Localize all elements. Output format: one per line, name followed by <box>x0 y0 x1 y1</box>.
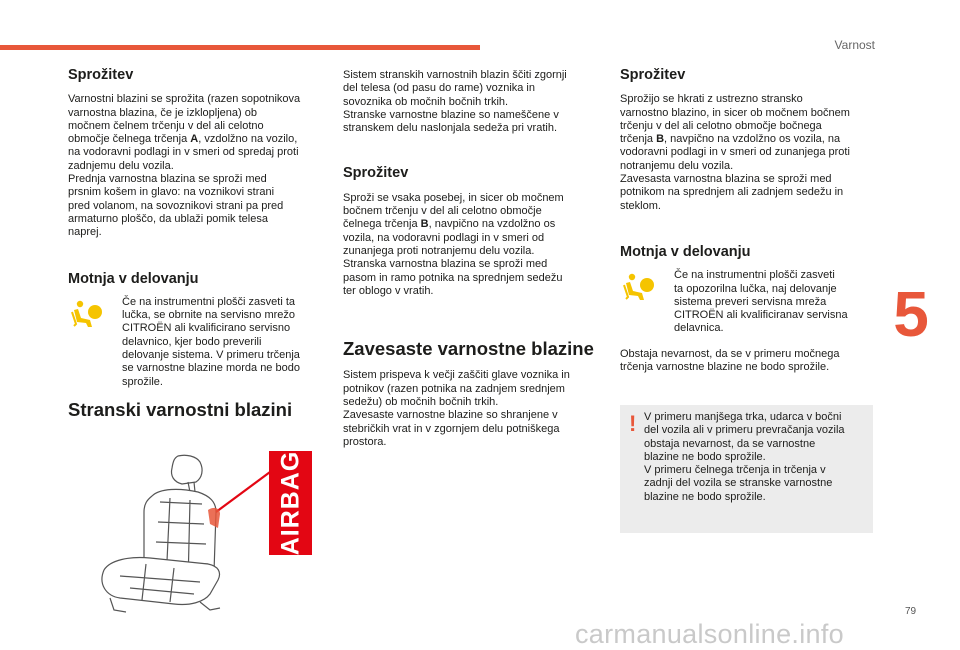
column-3 <box>620 69 880 374</box>
airbag-pointer-line <box>216 472 270 512</box>
paragraph-risk: Obstaja nevarnost, da se v primeru močnega trčenja varnostne blazine ne bodo sprožile. <box>620 347 840 374</box>
paragraph-front-airbags: Varnostni blazini se sprožita (razen sopotnikova varnostna blazina, če je izklopljena) ob močnem čelnem trčenju v del ali celotno območje čelnega trčenja A, vzdolžno na vozilo, na vodoravni podlagi in v smeri od spredaj proti zadnjemu delu vozila. Prednja varnostna blazina se sproži med prsnim košem in glavo: na voznikovi strani pred volanom, na sovoznikovi strani pa pred armaturno ploščo, da ublaži pomik telesa naprej. <box>68 93 301 239</box>
column-1 <box>68 67 333 420</box>
heading-malfunction: Motnja v delovanju <box>68 270 199 287</box>
malfunction-warning: Če na instrumentni plošči zasveti ta lučka, se obrnite na servisno mrežo CITROËN ali kvalificirano servisno delavnico, kjer bodo preverili delovanje sistema. V primeru trčenja se varnostne blazine morda ne bodo sprožile. <box>68 296 333 389</box>
section-title: Varnost <box>834 38 875 52</box>
column-2 <box>343 69 598 449</box>
heading-curtain-malfunction: Motnja v delovanju <box>620 243 751 260</box>
paragraph-side-airbags: Sistem stranskih varnostnih blazin ščiti zgornji del telesa (od pasu do rame) voznika in sovoznika ob močnih bočnih trkih. Stranske varnostne blazine so nameščene v stranskem delu naslonjala sedeža pri vratih. <box>343 69 567 135</box>
page-number: 79 <box>905 606 917 617</box>
curtain-malfunction-warning: Če na instrumentni plošči zasveti ta opozorilna lučka, naj delovanje sistema preveri servisna mreža CITROËN ali kvalificiranav servisna delavnica. <box>620 269 880 335</box>
airbag-warning-lamp-icon <box>68 300 104 328</box>
airbag-warning-lamp-icon <box>620 273 656 301</box>
heading-curtain-airbags: Zavesaste varnostne blazine <box>343 338 594 360</box>
heading-deployment: Sprožitev <box>68 67 134 83</box>
heading-curtain-deployment: Sprožitev <box>620 67 686 83</box>
exclamation-icon: ! <box>629 411 637 436</box>
airbag-label-badge: AIRBAG <box>269 451 312 555</box>
top-accent-bar <box>0 45 480 50</box>
note-box: ! V primeru manjšega trka, udarca v bočni del vozila ali v primeru prevračanja vozila obstaja nevarnost, da se varnostne blazine ne bodo sprožile. V primeru čelnega trčenja in trčenja v zadnji del vozila se stranske varnostne blazine ne bodo sprožile. <box>620 405 873 533</box>
heading-side-deployment: Sprožitev <box>343 165 409 182</box>
chapter-number: 5 <box>893 278 929 350</box>
watermark: carmanualsonline.info <box>575 619 844 649</box>
paragraph-side-deployment: Sproži se vsaka posebej, in sicer ob močnem bočnem trčenju v del ali celotno območje čelnega trčenja B, navpično na vzdolžno os vozila, na vodoravni podlagi in v smeri od zunanjega proti notranjemu delu vozila. Stranska varnostna blazina se sproži med pasom in ramo potnika na sprednjem sedežu ter oblogo v vratih. <box>343 191 564 297</box>
heading-side-airbags: Stranski varnostni blazini <box>68 398 293 420</box>
seat-side-airbag-icon <box>90 452 270 614</box>
paragraph-curtain-airbags: Sistem prispeva k večji zaščiti glave voznika in potnikov (razen potnika na zadnjem srednjem sedežu) ob močnih bočnih trkih. Zavesaste varnostne blazine so shranjene v stebričkih vrat in v zgornjem delu potniškega prostora. <box>343 369 570 448</box>
paragraph-curtain-deployment: Sprožijo se hkrati z ustrezno stransko varnostno blazino, in sicer ob močnem bočnem trčenju v del ali celotno območje bočnega trčenja B, navpično na vzdolžno os vozila, na vodoravni podlagi in v smeri od zunanjega proti notranjemu delu vozila. Zavesasta varnostna blazina se sproži med potnikom na sprednjem ali zadnjem sedežu in steklom. <box>620 93 850 212</box>
